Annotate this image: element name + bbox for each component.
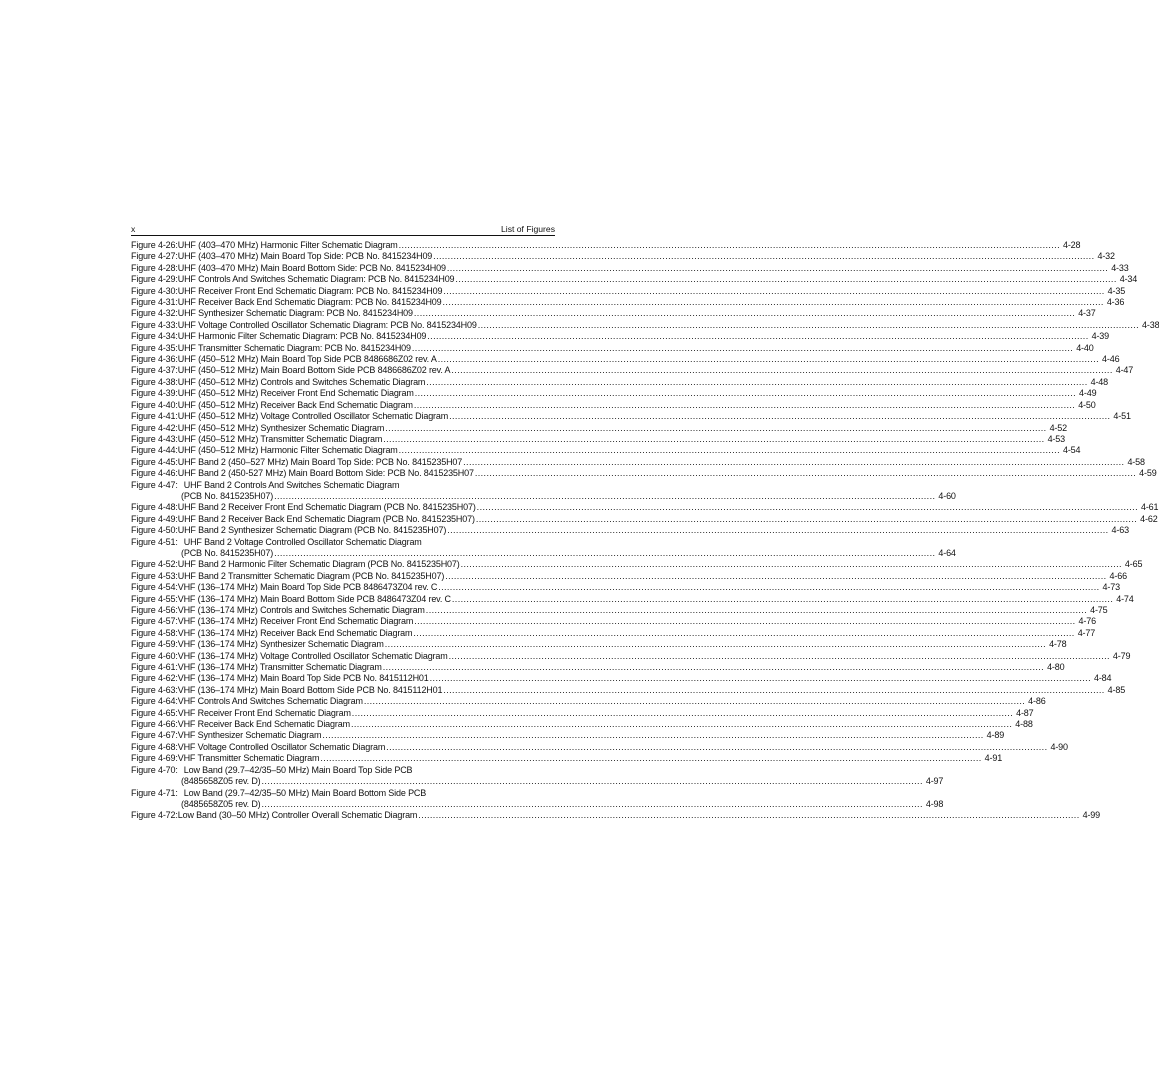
figure-entry[interactable]: [131, 354, 1120, 365]
figure-entry[interactable]: [131, 639, 1067, 650]
figure-page: 4-91: [984, 753, 1003, 764]
dot-leader: [475, 468, 1136, 479]
figure-entry[interactable]: [131, 285, 1126, 297]
figure-page: 4-76: [1078, 616, 1096, 627]
dot-leader: [414, 616, 1075, 627]
dot-leader: [399, 445, 1060, 456]
dot-leader: [399, 240, 1060, 251]
figure-number: Figure 4-64:: [131, 696, 178, 707]
figure-number: Figure 4-30:: [131, 285, 178, 296]
figure-entry[interactable]: [131, 319, 1159, 331]
dot-leader: [461, 559, 1122, 570]
dot-leader: [413, 628, 1074, 639]
figure-number: Figure 4-31:: [131, 297, 178, 308]
dot-leader: [364, 696, 1025, 707]
dot-leader: [427, 331, 1088, 342]
dot-leader: [443, 297, 1104, 308]
figure-number: Figure 4-72:: [131, 810, 178, 821]
figure-page: 4-85: [1107, 684, 1126, 695]
figure-title: VHF Receiver Front End Schematic Diagram: [177, 707, 351, 718]
dot-leader: [445, 571, 1106, 582]
figure-title: UHF (450–512 MHz) Receiver Front End Schematic Diagram: [177, 388, 414, 399]
figure-title: UHF Band 2 Transmitter Schematic Diagram (PCB No. 8415235H07): [177, 570, 445, 581]
figure-title: VHF Transmitter Schematic Diagram: [177, 753, 320, 764]
figure-entry[interactable]: [131, 513, 1158, 525]
dot-leader: [447, 263, 1108, 274]
figure-page: 4-73: [1102, 582, 1120, 593]
dot-leader: [449, 651, 1110, 662]
dot-leader: [386, 742, 1047, 753]
figure-title: UHF Harmonic Filter Schematic Diagram: PCB No. 8415234H09: [177, 331, 427, 342]
figure-number: Figure 4-37:: [131, 365, 178, 376]
figure-number: Figure 4-32:: [131, 308, 178, 319]
figure-number: Figure 4-55:: [131, 593, 178, 604]
dot-leader: [383, 434, 1044, 445]
dot-leader: [412, 343, 1073, 354]
figure-entry[interactable]: [131, 399, 1096, 411]
figure-entry[interactable]: [131, 753, 1003, 764]
figure-title: UHF (403–470 MHz) Main Board Bottom Side: PCB No. 8415234H09: [177, 262, 446, 273]
figure-number: Figure 4-60:: [131, 650, 178, 661]
figure-entry[interactable]: [131, 274, 1138, 285]
figure-entry[interactable]: [131, 730, 1005, 741]
figure-entry[interactable]: [131, 308, 1096, 319]
figure-page: 4-90: [1050, 741, 1068, 752]
figure-entry[interactable]: [131, 240, 1081, 251]
figure-page: 4-38: [1142, 319, 1159, 330]
figure-title-continued: (PCB No. 8415235H07): [181, 547, 274, 558]
figure-number: Figure 4-48:: [131, 502, 178, 513]
figure-number: Figure 4-29:: [131, 274, 178, 285]
figure-title: UHF Receiver Front End Schematic Diagram: PCB No. 8415234H09: [177, 285, 443, 296]
figure-page: 4-47: [1115, 365, 1134, 376]
figure-page: 4-98: [925, 798, 944, 809]
figure-page: 4-78: [1049, 639, 1067, 650]
figure-number: Figure 4-35:: [131, 342, 178, 353]
figure-entry[interactable]: [131, 707, 1034, 719]
figure-number: Figure 4-33:: [131, 319, 178, 330]
figure-page: 4-58: [1127, 456, 1145, 467]
figure-entry[interactable]: [131, 468, 1157, 479]
figure-number: Figure 4-53:: [131, 570, 178, 581]
dot-leader: [322, 730, 983, 741]
dot-leader: [415, 388, 1076, 399]
figure-title: UHF Receiver Back End Schematic Diagram: PCB No. 8415234H09: [177, 297, 442, 308]
figure-page: 4-87: [1016, 707, 1034, 718]
figure-page: 4-65: [1124, 559, 1143, 570]
figure-page: 4-48: [1090, 376, 1109, 387]
figure-title: VHF Voltage Controlled Oscillator Schematic Diagram: [177, 741, 386, 752]
figure-page: 4-40: [1076, 342, 1094, 353]
figure-number: Figure 4-27:: [131, 251, 178, 262]
figure-page: 4-46: [1102, 354, 1120, 365]
figure-number: Figure 4-40:: [131, 399, 178, 410]
figure-title: VHF Synthesizer Schematic Diagram: [177, 730, 322, 741]
figure-page: 4-33: [1111, 262, 1129, 273]
figure-page: 4-64: [938, 547, 956, 558]
dot-leader: [476, 514, 1137, 525]
figure-entry[interactable]: [131, 684, 1126, 696]
figure-title: VHF (136–174 MHz) Transmitter Schematic Diagram: [177, 662, 382, 673]
figure-title: UHF Band 2 (450-527 MHz) Main Board Bottom Side: PCB No. 8415235H07: [177, 468, 474, 479]
figure-page: 4-50: [1078, 399, 1096, 410]
figure-page: 4-49: [1079, 388, 1097, 399]
running-header: [131, 223, 555, 235]
figure-entry[interactable]: [131, 388, 1097, 399]
figure-number: Figure 4-44:: [131, 445, 178, 456]
figure-page: 4-35: [1107, 285, 1126, 296]
figure-page: 4-86: [1028, 696, 1046, 707]
figure-number: Figure 4-67:: [131, 730, 178, 741]
figure-title: VHF (136–174 MHz) Receiver Front End Schematic Diagram: [177, 616, 414, 627]
figure-title: UHF Voltage Controlled Oscillator Schematic Diagram: PCB No. 8415234H09: [177, 319, 477, 330]
dot-leader: [430, 673, 1091, 684]
figure-title: UHF Band 2 Harmonic Filter Schematic Diagram (PCB No. 8415235H07): [177, 559, 460, 570]
dot-leader: [414, 308, 1075, 319]
figure-page: 4-97: [925, 776, 944, 787]
figure-title: UHF Band 2 Controls And Switches Schematic Diagram: [183, 479, 400, 490]
figure-entry[interactable]: [131, 741, 1068, 753]
figure-title: Low Band (30–50 MHz) Controller Overall Schematic Diagram: [177, 810, 418, 821]
figure-entry[interactable]: [131, 650, 1131, 662]
dot-leader: [383, 662, 1044, 673]
dot-leader: [443, 286, 1104, 297]
figure-number: Figure 4-26:: [131, 240, 178, 250]
figure-number: Figure 4-66:: [131, 719, 178, 730]
figure-page: 4-74: [1116, 593, 1134, 604]
figure-entry[interactable]: [131, 525, 1129, 536]
figure-page: 4-62: [1140, 513, 1158, 524]
figure-title: UHF (450–512 MHz) Receiver Back End Schematic Diagram: [177, 399, 413, 410]
figure-entry[interactable]: [131, 536, 956, 560]
figure-number: Figure 4-46:: [131, 468, 178, 479]
dot-leader: [463, 457, 1124, 468]
dot-leader: [449, 411, 1110, 422]
dot-leader: [262, 799, 923, 810]
figure-title: UHF Synthesizer Schematic Diagram: PCB No. 8415234H09: [177, 308, 413, 319]
dot-leader: [426, 377, 1087, 388]
figure-title: VHF (136–174 MHz) Voltage Controlled Oscillator Schematic Diagram: [177, 650, 448, 661]
figure-entry[interactable]: [131, 787, 944, 811]
dot-leader: [418, 810, 1079, 821]
figure-number: Figure 4-57:: [131, 616, 178, 627]
figure-title: VHF (136–174 MHz) Main Board Bottom Side PCB 8486473Z04 rev. C: [177, 593, 451, 604]
figure-entry[interactable]: [131, 433, 1065, 445]
figure-title: UHF (403–470 MHz) Harmonic Filter Schematic Diagram: [177, 240, 398, 250]
figure-title: UHF Transmitter Schematic Diagram: PCB No. 8415234H09: [177, 342, 411, 353]
figure-title: UHF Band 2 (450–527 MHz) Main Board Top Side: PCB No. 8415235H07: [177, 456, 463, 467]
figure-entry[interactable]: [131, 696, 1046, 707]
figure-entry[interactable]: [131, 297, 1125, 308]
dot-leader: [414, 400, 1075, 411]
figure-number: Figure 4-50:: [131, 525, 178, 536]
figure-entry[interactable]: [131, 456, 1145, 468]
dot-leader: [452, 594, 1113, 605]
figure-page: 4-36: [1106, 297, 1125, 308]
figure-page: 4-89: [986, 730, 1005, 741]
figure-entry[interactable]: [131, 411, 1131, 422]
dot-leader: [438, 582, 1099, 593]
figure-title-continued: (8485658Z05 rev. D): [181, 776, 261, 787]
figure-number: Figure 4-34:: [131, 331, 178, 342]
figure-number: Figure 4-63:: [131, 684, 178, 695]
figure-page: 4-80: [1047, 662, 1065, 673]
figure-number: Figure 4-59:: [131, 639, 178, 650]
figure-page: 4-66: [1109, 570, 1127, 581]
figure-page: 4-53: [1047, 433, 1065, 444]
figure-page: 4-34: [1119, 274, 1138, 285]
figure-title: VHF Controls And Switches Schematic Diagram: [177, 696, 363, 707]
figure-number: Figure 4-51:: [131, 536, 178, 547]
figure-title: Low Band (29.7–42/35–50 MHz) Main Board Bottom Side PCB: [183, 787, 427, 798]
figure-entry[interactable]: [131, 445, 1081, 456]
figure-page: 4-84: [1093, 673, 1112, 684]
figure-title-continued: (8485658Z05 rev. D): [181, 798, 261, 809]
figure-page: 4-52: [1049, 422, 1067, 433]
figure-title: VHF (136–174 MHz) Controls and Switches Schematic Diagram: [177, 605, 425, 615]
dot-leader: [451, 365, 1112, 376]
figure-entry[interactable]: [131, 582, 1120, 593]
figure-number: Figure 4-41:: [131, 411, 178, 422]
figure-number: Figure 4-54:: [131, 582, 178, 593]
figure-page: 4-54: [1062, 445, 1081, 456]
figure-entry[interactable]: [131, 376, 1109, 388]
figure-number: Figure 4-39:: [131, 388, 178, 399]
dot-leader: [443, 685, 1104, 696]
figure-title: UHF Band 2 Receiver Front End Schematic Diagram (PCB No. 8415235H07): [177, 502, 476, 513]
figure-title: UHF (450–512 MHz) Controls and Switches Schematic Diagram: [177, 376, 426, 387]
figure-page: 4-32: [1097, 251, 1115, 262]
figure-title: VHF (136–174 MHz) Main Board Top Side PCB 8486473Z04 rev. C: [177, 582, 438, 593]
list-of-figures: [131, 240, 1159, 822]
figure-entry[interactable]: [131, 422, 1067, 434]
figure-entry[interactable]: [131, 365, 1134, 376]
figure-entry[interactable]: [131, 719, 1033, 730]
figure-entry[interactable]: [131, 342, 1094, 354]
dot-leader: [426, 605, 1087, 616]
figure-number: Figure 4-45:: [131, 456, 178, 467]
dot-leader: [351, 719, 1012, 730]
dot-leader: [455, 274, 1116, 285]
figure-number: Figure 4-36:: [131, 354, 178, 365]
figure-page: 4-61: [1140, 502, 1159, 513]
figure-title: UHF Controls And Switches Schematic Diagram: PCB No. 8415234H09: [177, 274, 455, 285]
dot-leader: [320, 753, 981, 764]
figure-title: UHF (450–512 MHz) Main Board Top Side PCB 8486686Z02 rev. A: [177, 354, 437, 365]
figure-page: 4-37: [1078, 308, 1096, 319]
figure-entry[interactable]: [131, 810, 1101, 821]
figure-number: Figure 4-68:: [131, 741, 178, 752]
figure-number: Figure 4-43:: [131, 433, 178, 444]
dot-leader: [447, 525, 1108, 536]
figure-entry[interactable]: [131, 673, 1112, 684]
dot-leader: [274, 548, 935, 559]
figure-title: UHF (450–512 MHz) Voltage Controlled Oscillator Schematic Diagram: [177, 411, 449, 422]
figure-number: Figure 4-70:: [131, 764, 178, 775]
figure-number: Figure 4-38:: [131, 376, 178, 387]
figure-title: UHF (450–512 MHz) Transmitter Schematic Diagram: [177, 433, 383, 444]
figure-number: Figure 4-65:: [131, 707, 178, 718]
dot-leader: [274, 491, 935, 502]
figure-entry[interactable]: [131, 502, 1159, 513]
figure-number: Figure 4-42:: [131, 422, 178, 433]
figure-entry[interactable]: [131, 627, 1096, 639]
figure-title: UHF (450–512 MHz) Main Board Bottom Side PCB 8486686Z02 rev. A: [177, 365, 451, 376]
figure-number: Figure 4-47:: [131, 479, 178, 490]
figure-title: VHF (136–174 MHz) Receiver Back End Schematic Diagram: [177, 627, 413, 638]
figure-title-continued: (PCB No. 8415235H07): [181, 490, 274, 501]
figure-page: 4-59: [1139, 468, 1157, 479]
figure-title: Low Band (29.7–42/35–50 MHz) Main Board Top Side PCB: [183, 764, 413, 775]
figure-entry[interactable]: [131, 764, 944, 788]
figure-title: UHF (450–512 MHz) Synthesizer Schematic Diagram: [177, 422, 385, 433]
figure-title: VHF (136–174 MHz) Main Board Top Side PCB No. 8415112H01: [177, 673, 429, 684]
figure-title: UHF Band 2 Receiver Back End Schematic Diagram (PCB No. 8415235H07): [177, 513, 475, 524]
dot-leader: [438, 354, 1099, 365]
dot-leader: [478, 320, 1139, 331]
figure-title: UHF Band 2 Voltage Controlled Oscillator Schematic Diagram: [183, 536, 422, 547]
dot-leader: [433, 251, 1094, 262]
dot-leader: [385, 639, 1046, 650]
figure-number: Figure 4-49:: [131, 513, 178, 524]
figure-title: UHF (450–512 MHz) Harmonic Filter Schematic Diagram: [177, 445, 398, 456]
dot-leader: [477, 502, 1138, 513]
dot-leader: [262, 776, 923, 787]
section-title: List of Figures: [501, 224, 555, 234]
figure-page: 4-75: [1090, 605, 1108, 615]
figure-number: Figure 4-62:: [131, 673, 178, 684]
figure-page: 4-77: [1077, 627, 1096, 638]
figure-entry[interactable]: [131, 662, 1065, 673]
figure-number: Figure 4-69:: [131, 753, 178, 764]
figure-entry[interactable]: [131, 479, 956, 503]
figure-page: 4-39: [1091, 331, 1110, 342]
figure-page: 4-28: [1062, 240, 1081, 250]
figure-number: Figure 4-71:: [131, 787, 178, 798]
figure-entry[interactable]: [131, 262, 1129, 274]
header-rule: [131, 235, 555, 236]
figure-page: 4-79: [1112, 650, 1131, 661]
figure-title: VHF (136–174 MHz) Main Board Bottom Side PCB No. 8415112H01: [177, 684, 443, 695]
figure-number: Figure 4-52:: [131, 559, 178, 570]
figure-entry[interactable]: [131, 570, 1127, 582]
figure-page: 4-51: [1113, 411, 1131, 422]
figure-entry[interactable]: [131, 559, 1143, 570]
dot-leader: [352, 708, 1013, 719]
figure-entry[interactable]: [131, 605, 1108, 616]
figure-entry[interactable]: [131, 593, 1134, 605]
figure-page: 4-63: [1111, 525, 1129, 536]
figure-page: 4-99: [1082, 810, 1101, 821]
figure-page: 4-60: [938, 490, 956, 501]
figure-number: Figure 4-56:: [131, 605, 178, 615]
page-number-roman: x: [131, 224, 136, 234]
figure-number: Figure 4-58:: [131, 627, 178, 638]
figure-entry[interactable]: [131, 616, 1096, 627]
figure-title: VHF Receiver Back End Schematic Diagram: [177, 719, 350, 730]
figure-title: UHF (403–470 MHz) Main Board Top Side: PCB No. 8415234H09: [177, 251, 433, 262]
figure-title: UHF Band 2 Synthesizer Schematic Diagram (PCB No. 8415235H07): [177, 525, 447, 536]
figure-page: 4-88: [1015, 719, 1033, 730]
figure-entry[interactable]: [131, 331, 1110, 342]
figure-title: VHF (136–174 MHz) Synthesizer Schematic Diagram: [177, 639, 384, 650]
dot-leader: [385, 423, 1046, 434]
figure-number: Figure 4-28:: [131, 262, 178, 273]
figure-number: Figure 4-61:: [131, 662, 178, 673]
figure-entry[interactable]: [131, 251, 1115, 262]
